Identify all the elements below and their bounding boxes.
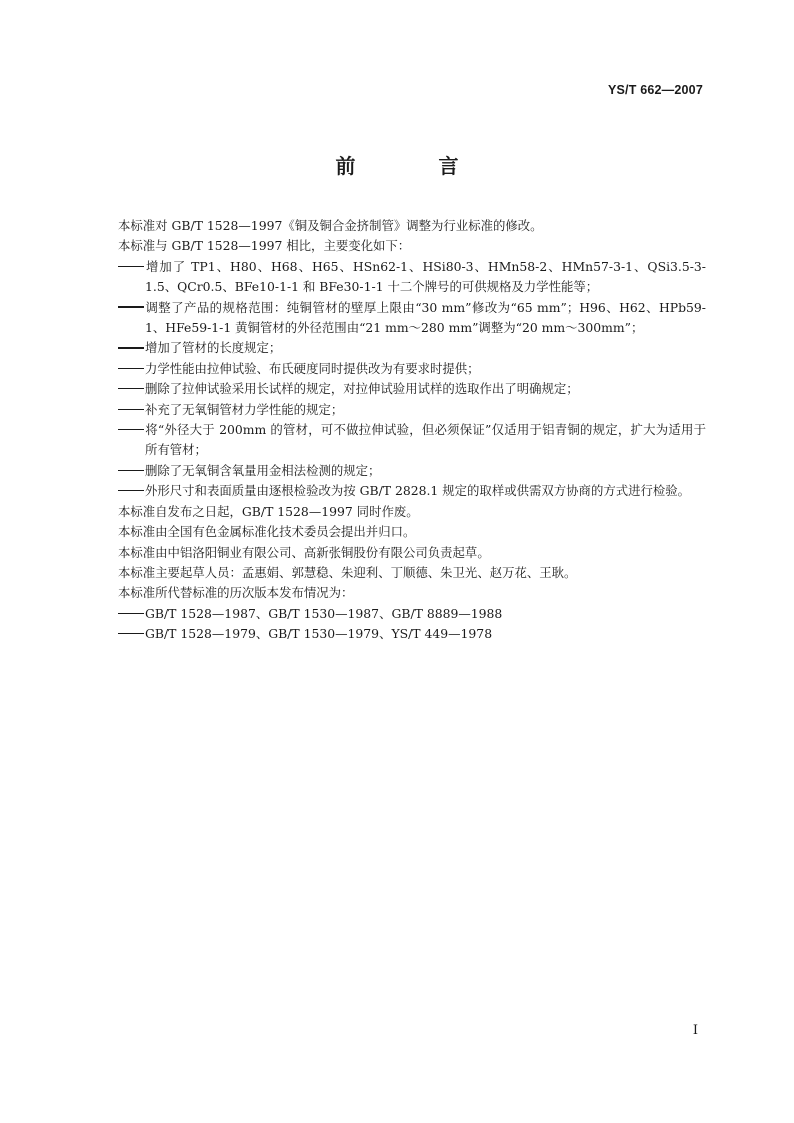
dash-mark — [118, 338, 145, 358]
dash-mark — [118, 298, 145, 318]
change-item: 补充了无氧铜管材力学性能的规定； — [118, 400, 706, 420]
history-item: GB/T 1528—1987、GB/T 1530—1987、GB/T 8889—1988 — [118, 604, 706, 624]
paragraph-drafters: 本标准主要起草人员：孟惠娟、郭慧稳、朱迎利、丁顺德、朱卫光、赵万花、王耿。 — [118, 564, 577, 580]
page-number: I — [692, 1023, 698, 1038]
change-item: 将“外径大于 200mm 的管材，可不做拉伸试验，但必须保证”仅适用于铝青铜的规定，扩大为适用于所有管材； — [118, 420, 706, 461]
dash-mark — [118, 461, 145, 481]
change-item: 力学性能由拉伸试验、布氏硬度同时提供改为有要求时提供； — [118, 359, 706, 379]
change-item: 增加了管材的长度规定； — [118, 338, 706, 358]
dash-mark — [118, 481, 145, 501]
change-item: 调整了产品的规格范围：纯铜管材的壁厚上限由“30 mm”修改为“65 mm”；H96、H62、HPb59-1、HFe59-1-1 黄铜管材的外径范围由“21 mm～280 mm”调整为“20 mm～300mm”； — [118, 298, 706, 339]
change-item: 删除了拉伸试验采用长试样的规定，对拉伸试验用试样的选取作出了明确规定； — [118, 379, 706, 399]
standard-number: YS/T 662—2007 — [607, 83, 703, 97]
page-title: 前 言 — [335, 154, 497, 178]
dash-mark — [118, 400, 145, 420]
paragraph-drafting-units: 本标准由中铝洛阳铜业有限公司、高新张铜股份有限公司负责起草。 — [118, 544, 490, 560]
change-item: 增加了 TP1、H80、H68、H65、HSn62-1、HSi80-3、HMn58-2、HMn57-3-1、QSi3.5-3-1.5、QCr0.5、BFe10-1-1 和 BFe30-1-1 十二个牌号的可供规格及力学性能等； — [118, 257, 706, 298]
foreword-body — [118, 216, 706, 645]
paragraph-history-intro: 本标准所代替标准的历次版本发布情况为： — [118, 585, 354, 601]
paragraph-supersede: 本标准自发布之日起，GB/T 1528—1997 同时作废。 — [118, 503, 419, 519]
dash-mark — [118, 624, 145, 644]
dash-mark — [118, 257, 145, 277]
paragraph-proposer: 本标准由全国有色金属标准化技术委员会提出并归口。 — [118, 524, 416, 540]
dash-mark — [118, 604, 145, 624]
dash-mark — [118, 359, 145, 379]
change-item: 外形尺寸和表面质量由逐根检验改为按 GB/T 2828.1 规定的取样或供需双方协商的方式进行检验。 — [118, 481, 706, 501]
paragraph-intro: 本标准对 GB/T 1528—1997《铜及铜合金挤制管》调整为行业标准的修改。 — [118, 218, 543, 233]
change-item: 删除了无氧铜含氧量用金相法检测的规定； — [118, 461, 706, 481]
paragraph-changes-intro: 本标准与 GB/T 1528—1997 相比，主要变化如下： — [118, 238, 411, 254]
dash-mark — [118, 420, 145, 440]
dash-mark — [118, 379, 145, 399]
history-item: GB/T 1528—1979、GB/T 1530—1979、YS/T 449—1978 — [118, 624, 706, 644]
